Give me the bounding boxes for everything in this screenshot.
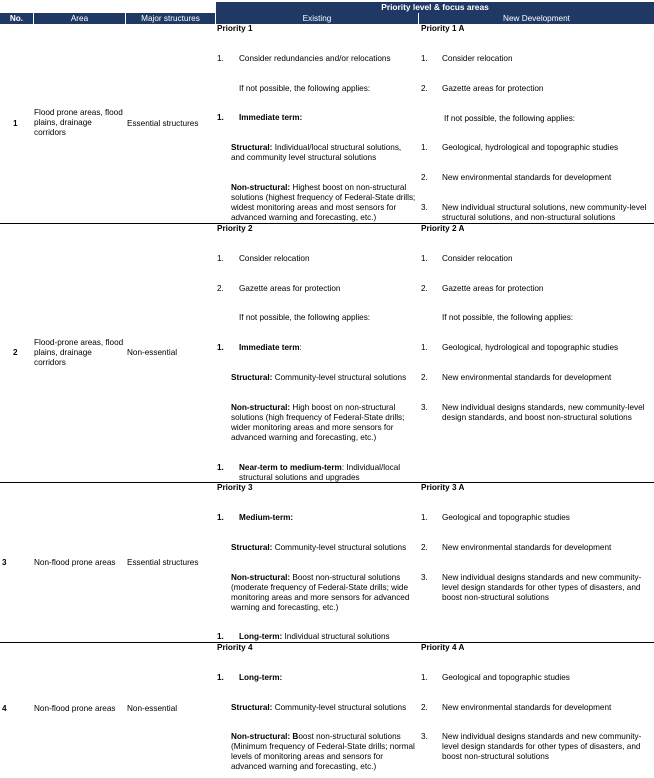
- structural-label: Structural:: [231, 373, 273, 382]
- list-number: 1.: [421, 343, 428, 352]
- non-structural-item: [231, 732, 417, 772]
- structural-label: Structural:: [231, 703, 273, 712]
- term-heading: Immediate term:: [239, 113, 303, 122]
- row-number: 3: [2, 558, 7, 567]
- structural-text: Individual/local structural solutions, and community level structural solutions: [231, 143, 402, 162]
- list-item: Consider redundancies and/or relocations: [239, 54, 391, 63]
- near-term-item: Near-term to medium-term: Individual/local structural solutions and upgrades: [239, 463, 401, 482]
- non-structural-item: [231, 403, 417, 443]
- priority-level-header: Priority level & focus areas: [216, 2, 654, 13]
- list-item: Geological and topographic studies: [442, 673, 570, 682]
- non-structural-label: Non-structural:: [231, 183, 291, 192]
- long-term-label: Long-term:: [239, 632, 283, 641]
- list-item: Consider relocation: [442, 54, 513, 63]
- priority-label: Priority 1 A: [421, 24, 465, 33]
- non-structural-label: Non-structural:: [231, 732, 291, 741]
- long-term-text: Individual structural solutions: [284, 632, 390, 641]
- list-item: New individual designs standards and new community-level design standards for other types of disasters, and boost non-structural solutions: [442, 732, 642, 761]
- list-item: New environmental standards for development: [442, 543, 612, 552]
- row-divider: [0, 642, 654, 643]
- conditional-note: If not possible, the following applies:: [239, 84, 371, 93]
- row-divider: [0, 223, 654, 224]
- structural-item: [231, 703, 406, 713]
- non-structural-item: [231, 183, 417, 223]
- column-header-new-development: New Development: [419, 13, 654, 24]
- list-number: 1.: [217, 673, 224, 682]
- list-item: Gazette areas for protection: [239, 284, 341, 293]
- priority-label: Priority 4: [217, 643, 253, 652]
- header-divider: [418, 13, 419, 24]
- structural-item: [231, 543, 406, 553]
- column-header-no: No.: [0, 13, 33, 24]
- structural-item: [231, 143, 417, 163]
- structural-label: Structural:: [231, 543, 273, 552]
- non-structural-text: oost non-structural solutions (Minimum frequency of Federal-State drills; normal levels of monitoring areas and sensors for advanced warning and forecasting, etc.): [231, 732, 415, 771]
- term-heading: Long-term:: [239, 673, 283, 682]
- list-number: 3.: [421, 203, 428, 212]
- priority-label: Priority 2 A: [421, 224, 465, 233]
- list-number: 1.: [217, 632, 224, 641]
- list-number: 3.: [421, 732, 428, 741]
- area-cell: Non-flood prone areas: [34, 704, 116, 713]
- structural-text: Community-level structural solutions: [274, 703, 407, 712]
- term-heading: Immediate term:: [239, 343, 302, 352]
- structural-text: Community-level structural solutions: [274, 543, 407, 552]
- list-number: 1.: [421, 54, 428, 63]
- list-item: Gazette areas for protection: [442, 84, 544, 93]
- list-number: 1.: [217, 463, 224, 472]
- list-item: New environmental standards for development: [442, 373, 612, 382]
- list-number: 1.: [217, 343, 224, 352]
- list-number: 1.: [421, 143, 428, 152]
- non-structural-text: High boost on non-structural solutions (high frequency of Federal-State drills; wider monitoring areas and more sensors for advanced warning and forecasting, etc.): [231, 403, 405, 442]
- major-structures-cell: Essential structures: [127, 558, 199, 567]
- priority-label: Priority 3 A: [421, 483, 465, 492]
- list-number: 2.: [421, 373, 428, 382]
- non-structural-initial: B: [292, 732, 299, 741]
- column-header-major-structures: Major structures: [126, 13, 215, 24]
- area-cell: Non-flood prone areas: [34, 558, 116, 567]
- header-divider: [215, 13, 216, 24]
- structural-item: [231, 373, 406, 383]
- structural-text: Community-level structural solutions: [274, 373, 407, 382]
- major-structures-cell: Non-essential: [127, 348, 178, 357]
- list-number: 1.: [421, 254, 428, 263]
- major-structures-cell: Essential structures: [127, 119, 199, 128]
- list-item: Geological, hydrological and topographic studies: [442, 343, 619, 352]
- list-item: Consider relocation: [239, 254, 310, 263]
- row-divider: [0, 482, 654, 483]
- non-structural-text: Highest boost on non-structural solutions (highest frequency of Federal-State drills; widest monitoring areas and most sensors for advanced warning and forecasting, etc.): [231, 183, 416, 222]
- row-number: 4: [2, 704, 7, 713]
- priority-label: Priority 3: [217, 483, 253, 492]
- list-item: New individual designs standards and new community-level design standards for other types of disasters, and boost non-structural solutions: [442, 573, 642, 602]
- near-term-text: Individual/local structural solutions and upgrades: [239, 463, 401, 482]
- list-number: 1.: [217, 254, 224, 263]
- list-item: Geological and topographic studies: [442, 513, 570, 522]
- list-item: Geological, hydrological and topographic studies: [442, 143, 619, 152]
- non-structural-text: Boost non-structural solutions (moderate frequency of Federal-State drills; wide monitoring areas and more sensors for advanced warning and forecasting, etc.): [231, 573, 410, 612]
- list-number: 1.: [421, 673, 428, 682]
- list-item: New environmental standards for development: [442, 173, 612, 182]
- long-term-item: [239, 632, 390, 642]
- row-number: 2: [13, 348, 18, 357]
- list-item: Consider relocation: [442, 254, 513, 263]
- near-term-label: Near-term to medium-term: [239, 463, 342, 472]
- list-item: Gazette areas for protection: [442, 284, 544, 293]
- conditional-note: If not possible, the following applies:: [442, 313, 574, 322]
- row-number: 1: [13, 119, 18, 128]
- list-number: 1.: [217, 513, 224, 522]
- list-number: 2.: [421, 284, 428, 293]
- header-divider: [125, 13, 126, 24]
- non-structural-item: [231, 573, 417, 613]
- list-number: 2.: [421, 543, 428, 552]
- list-number: 2.: [421, 84, 428, 93]
- area-cell: Flood prone areas, flood plains, drainage corridors: [34, 108, 123, 137]
- non-structural-label: Non-structural:: [231, 573, 291, 582]
- conditional-note: If not possible, the following applies:: [239, 313, 371, 322]
- priority-label: Priority 4 A: [421, 643, 465, 652]
- list-number: 2.: [217, 284, 224, 293]
- conditional-note: If not possible, the following applies:: [444, 114, 576, 123]
- list-number: 1.: [217, 54, 224, 63]
- list-number: 3.: [421, 573, 428, 582]
- list-number: 1.: [421, 513, 428, 522]
- priority-label: Priority 2: [217, 224, 253, 233]
- area-cell: Flood-prone areas, flood plains, drainage corridors: [34, 338, 124, 367]
- list-number: 2.: [421, 173, 428, 182]
- term-heading-text: Immediate term: [239, 343, 300, 352]
- column-header-existing: Existing: [216, 13, 418, 24]
- list-number: 3.: [421, 403, 428, 412]
- term-heading: Medium-term:: [239, 513, 294, 522]
- major-structures-cell: Non-essential: [127, 704, 178, 713]
- priority-label: Priority 1: [217, 24, 253, 33]
- list-item: New individual designs standards, new community-level design standards, and boost non-structural solutions: [442, 403, 645, 422]
- list-item: New individual structural solutions, new community-level structural solutions, and non-structural solutions: [442, 203, 647, 222]
- non-structural-label: Non-structural:: [231, 403, 291, 412]
- column-header-area: Area: [34, 13, 125, 24]
- header-divider: [33, 13, 34, 24]
- list-item: New environmental standards for development: [442, 703, 612, 712]
- structural-label: Structural:: [231, 143, 273, 152]
- list-number: 1.: [217, 113, 224, 122]
- list-number: 2.: [421, 703, 428, 712]
